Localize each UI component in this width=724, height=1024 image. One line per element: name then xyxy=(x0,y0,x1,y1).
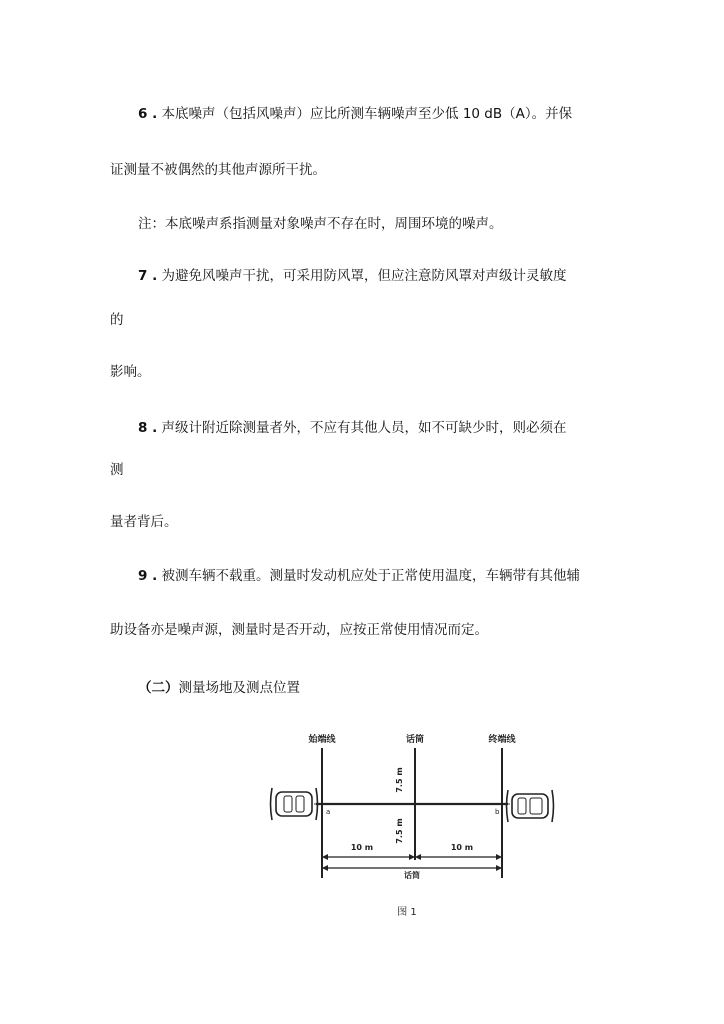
para-8-number: 8 . xyxy=(138,420,158,436)
para-7-line-1 xyxy=(138,266,658,286)
para-7-line-3: 影响。 xyxy=(110,364,151,380)
dim-lower-7-5m: 7.5 m xyxy=(395,818,404,844)
para-8-text-1: 声级计附近除测量者外，不应有其他人员，如不可缺少时，则必须在 xyxy=(161,420,567,436)
point-b-label: b xyxy=(495,808,500,816)
para-6-text-1: 本底噪声（包括风噪声）应比所测车辆噪声至少低 10 dB（A）。并保 xyxy=(161,106,573,122)
label-end-line: 终端线 xyxy=(488,735,516,745)
section-heading xyxy=(138,678,658,698)
para-9-line-2: 助设备亦是噪声源，测量时是否开动，应按正常使用情况而定。 xyxy=(110,622,488,638)
dim-bottom-label: 话筒 xyxy=(404,871,420,880)
point-a-label: a xyxy=(326,808,331,816)
para-9-text-1: 被测车辆不载重。测量时发动机应处于正常使用温度，车辆带有其他辅 xyxy=(161,568,581,584)
label-microphone: 话筒 xyxy=(405,735,425,745)
para-7-text-1: 为避免风噪声干扰，可采用防风罩，但应注意防风罩对声级计灵敏度 xyxy=(161,268,567,284)
dim-upper-7-5m: 7.5 m xyxy=(395,767,404,793)
para-8-line-1 xyxy=(138,418,658,438)
para-7-line-2: 的 xyxy=(110,312,124,328)
dim-right-10m: 10 m xyxy=(450,843,474,852)
para-6-line-2: 证测量不被偶然的其他声源所干扰。 xyxy=(110,162,326,178)
test-site-diagram xyxy=(262,728,692,928)
para-9-line-1 xyxy=(138,566,658,586)
car-left-icon xyxy=(271,788,318,820)
para-8-line-2: 测 xyxy=(110,462,124,478)
label-start-line: 始端线 xyxy=(308,735,336,745)
section-title: 测量场地及测点位置 xyxy=(178,680,300,696)
car-right-icon xyxy=(507,790,554,822)
dim-left-10m: 10 m xyxy=(350,843,374,852)
section-number: （二） xyxy=(138,680,179,696)
para-6-number: 6 . xyxy=(138,106,158,122)
para-8-line-3: 量者背后。 xyxy=(110,514,178,530)
figure-caption: 图 1 xyxy=(397,907,417,918)
para-6-line-1 xyxy=(138,104,658,124)
note-line: 注：本底噪声系指测量对象噪声不存在时，周围环境的噪声。 xyxy=(138,216,503,232)
para-7-number: 7 . xyxy=(138,268,158,284)
para-9-number: 9 . xyxy=(138,568,158,584)
